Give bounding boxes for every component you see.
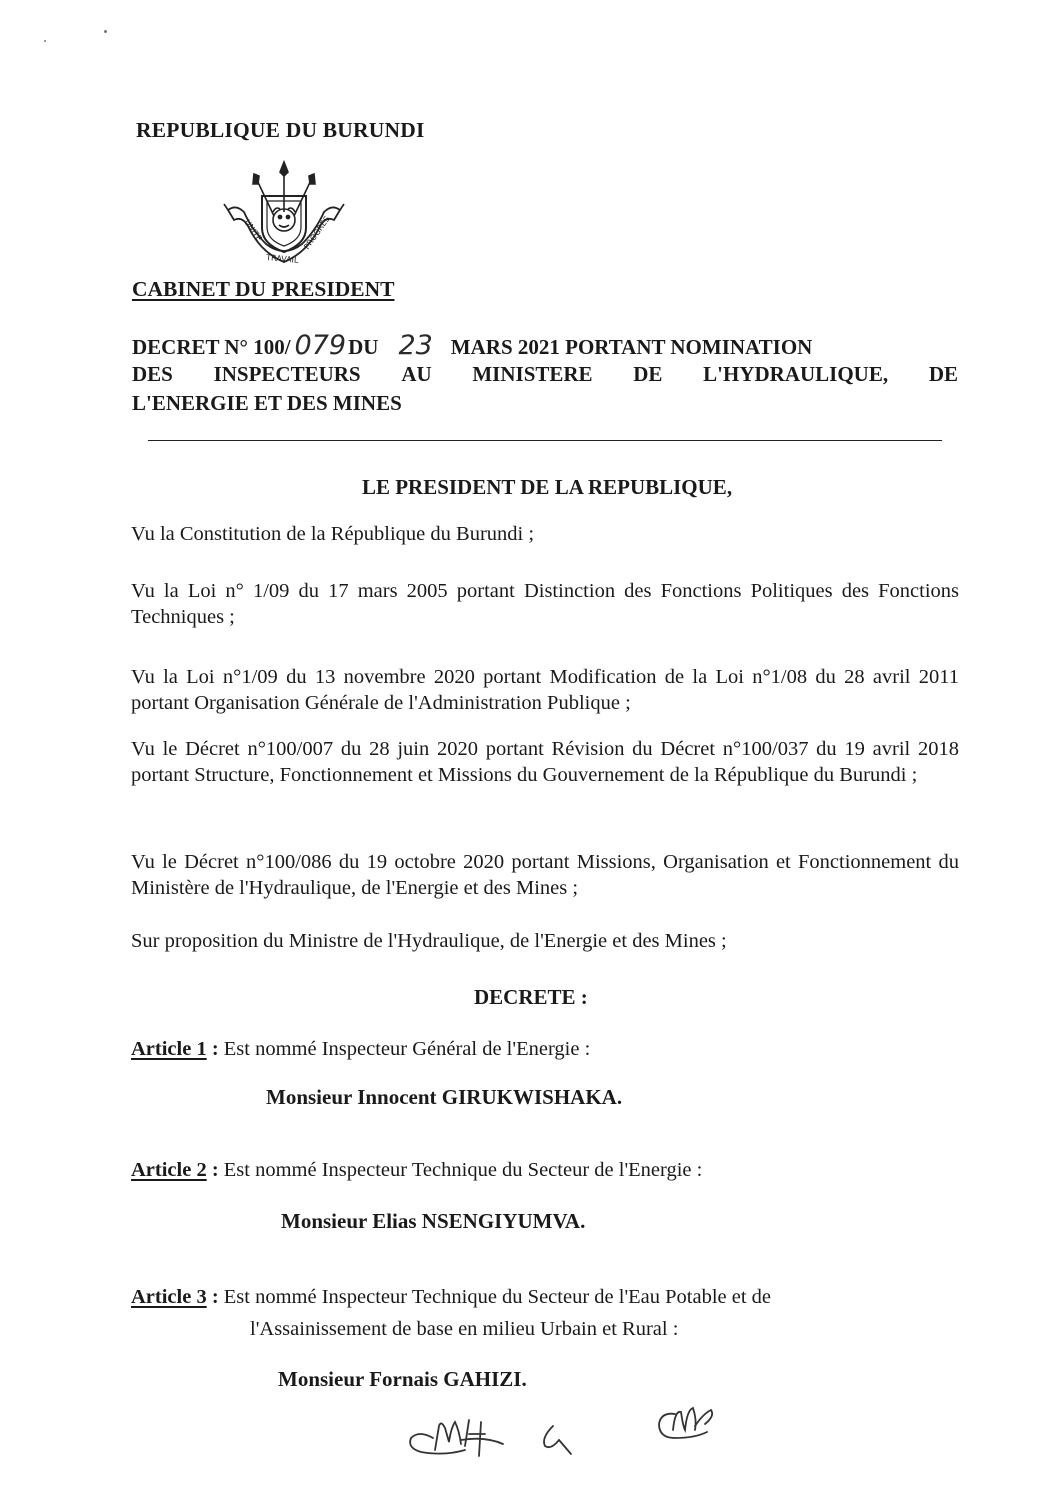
article-1-appointee: Monsieur Innocent GIRUKWISHAKA.	[266, 1085, 623, 1109]
burundi-coat-of-arms-icon	[222, 160, 346, 270]
svg-text:TRAVAIL: TRAVAIL	[265, 253, 299, 265]
title-word: AU	[401, 362, 432, 386]
consideration-constitution: Vu la Constitution de la République du Burundi ;	[131, 523, 535, 545]
decree-day-handwritten: 23	[398, 330, 433, 361]
decree-title-line3: L'ENERGIE ET DES MINES	[132, 391, 402, 415]
consideration-law-2020: Vu la Loi n°1/09 du 13 novembre 2020 portant Modification de la Loi n°1/08 du 28 avril 2011 portant Organisation Générale de l'Administration Publique ;	[131, 666, 959, 714]
handwritten-initials-1-icon	[405, 1410, 510, 1460]
article-3-label: Article 3	[131, 1286, 207, 1308]
article-3	[131, 1286, 959, 1309]
coat-of-arms-emblem	[222, 160, 346, 270]
consideration-decree-086: Vu le Décret n°100/086 du 19 octobre 2020 portant Missions, Organisation et Fonctionnement du Ministère de l'Hydraulique, de l'Energie et des Mines ;	[131, 851, 959, 899]
article-2-appointee: Monsieur Elias NSENGIYUMVA.	[281, 1209, 586, 1233]
cabinet-heading: CABINET DU PRESIDENT	[132, 277, 395, 301]
decree-number-prefix: DECRET N° 100/	[132, 335, 291, 359]
consideration-law-2005: Vu la Loi n° 1/09 du 17 mars 2005 portant Distinction des Fonctions Politiques des Fonctions Techniques ;	[131, 580, 959, 628]
article-2	[131, 1159, 702, 1182]
article-1-text: Est nommé Inspecteur Général de l'Energie :	[223, 1038, 591, 1060]
article-separator: :	[206, 1286, 224, 1308]
title-word: DE	[633, 362, 663, 386]
article-2-label: Article 2	[131, 1159, 207, 1181]
decree-title-rest: MARS 2021 PORTANT NOMINATION	[450, 335, 813, 359]
scan-speck	[104, 30, 107, 33]
svg-text:UNITE: UNITE	[242, 217, 264, 243]
initials-area	[405, 1400, 725, 1470]
article-separator: :	[206, 1159, 224, 1181]
republic-heading: REPUBLIQUE DU BURUNDI	[136, 118, 425, 142]
president-heading: LE PRESIDENT DE LA REPUBLIQUE,	[361, 475, 733, 499]
title-word: MINISTERE	[472, 362, 593, 386]
title-word: DES	[132, 362, 173, 386]
consideration-decree-007: Vu le Décret n°100/007 du 28 juin 2020 portant Révision du Décret n°100/037 du 19 avril 2018 portant Structure, Fonctionnement et Missions du Gouvernement de la République du Burundi ;	[131, 738, 959, 786]
handwritten-initials-2-icon	[535, 1420, 585, 1460]
decree-du: DU	[348, 335, 379, 359]
scan-speck	[44, 40, 46, 42]
title-word: L'HYDRAULIQUE,	[703, 362, 889, 386]
decree-heading: DECRETE :	[474, 985, 588, 1009]
article-1	[131, 1038, 590, 1061]
decree-number-handwritten: 079	[294, 330, 347, 361]
handwritten-initials-3-icon	[655, 1400, 719, 1446]
svg-text:PROGRES: PROGRES	[302, 214, 332, 252]
article-3-text-line1: Est nommé Inspecteur Technique du Secteur de l'Eau Potable et de	[223, 1286, 772, 1308]
title-divider	[148, 440, 942, 441]
consideration-proposal: Sur proposition du Ministre de l'Hydraulique, de l'Energie et des Mines ;	[131, 930, 727, 952]
article-separator: :	[206, 1038, 224, 1060]
decree-title-line2	[132, 362, 958, 387]
article-3-text-line2: l'Assainissement de base en milieu Urbain et Rural :	[250, 1318, 679, 1340]
title-word: DE	[928, 362, 958, 386]
article-1-label: Article 1	[131, 1038, 207, 1060]
article-2-text: Est nommé Inspecteur Technique du Secteur de l'Energie :	[223, 1159, 703, 1181]
title-word: INSPECTEURS	[213, 362, 361, 386]
decree-title-line1	[132, 330, 958, 361]
article-3-appointee: Monsieur Fornais GAHIZI.	[278, 1367, 527, 1391]
